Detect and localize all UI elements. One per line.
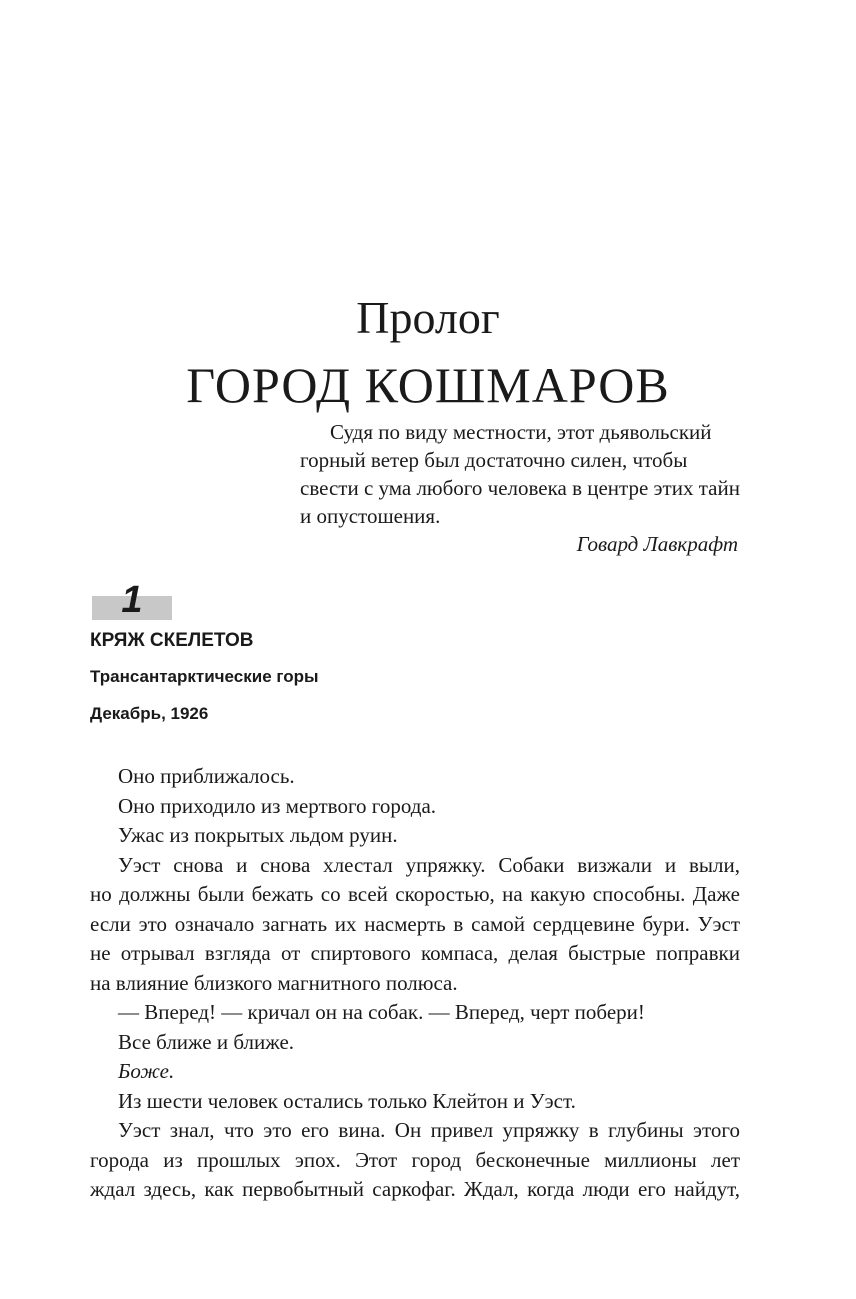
paragraph-line: Все ближе и ближе. bbox=[118, 1029, 295, 1054]
paragraph-line: но должны были бежать со всей скоростью, на какую способны. Даже bbox=[90, 882, 740, 906]
epigraph bbox=[300, 418, 740, 530]
paragraph-line: если это означало загнать их насмерть в самой сердцевине бури. Уэст bbox=[90, 911, 740, 936]
paragraph-line: города из прошлых эпох. Этот город бесконечные миллионы лет bbox=[90, 1147, 740, 1172]
prologue-title: ГОРОД КОШМАРОВ bbox=[186, 357, 670, 413]
paragraph-line: Уэст снова и снова хлестал упряжку. Собаки визжали и выли, bbox=[118, 852, 740, 877]
paragraph-line: Из шести человек остались только Клейтон и Уэст. bbox=[118, 1088, 576, 1113]
paragraph-line: не отрывал взгляда от спиртового компаса, делая быстрые поправки bbox=[90, 941, 740, 965]
paragraph-line: на влияние близкого магнитного полюса. bbox=[90, 970, 458, 995]
chapter-title: КРЯЖ СКЕЛЕТОВ bbox=[90, 630, 254, 651]
paragraph-line: — Вперед! — кричал он на собак. — Вперед, черт побери! bbox=[118, 1000, 645, 1024]
chapter-place: Трансантарктические горы bbox=[90, 667, 319, 686]
paragraph-line: Оно приходило из мертвого города. bbox=[118, 793, 437, 818]
paragraph-line: ждал здесь, как первобытный саркофаг. Ждал, когда люди его найдут, bbox=[90, 1177, 740, 1201]
paragraph-line: Оно приближалось. bbox=[118, 764, 295, 788]
body-text bbox=[90, 762, 740, 1205]
paragraph-line: Уэст знал, что это его вина. Он привел упряжку в глубины этого bbox=[118, 1118, 740, 1142]
paragraph-line: Ужас из покрытых льдом руин. bbox=[118, 823, 398, 847]
epigraph-author: Говард Лавкрафт bbox=[576, 532, 738, 556]
epigraph-line: и опустошения. bbox=[300, 504, 441, 528]
chapter-number: 1 bbox=[121, 579, 143, 621]
epigraph-line: Судя по виду местности, этот дьявольский bbox=[330, 420, 712, 444]
prologue-label: Пролог bbox=[356, 292, 500, 343]
paragraph-line: Боже. bbox=[118, 1059, 175, 1083]
chapter-date: Декабрь, 1926 bbox=[90, 704, 209, 723]
epigraph-line: свести с ума любого человека в центре этих тайн bbox=[300, 476, 740, 500]
epigraph-line: горный ветер был достаточно силен, чтобы bbox=[300, 448, 688, 472]
